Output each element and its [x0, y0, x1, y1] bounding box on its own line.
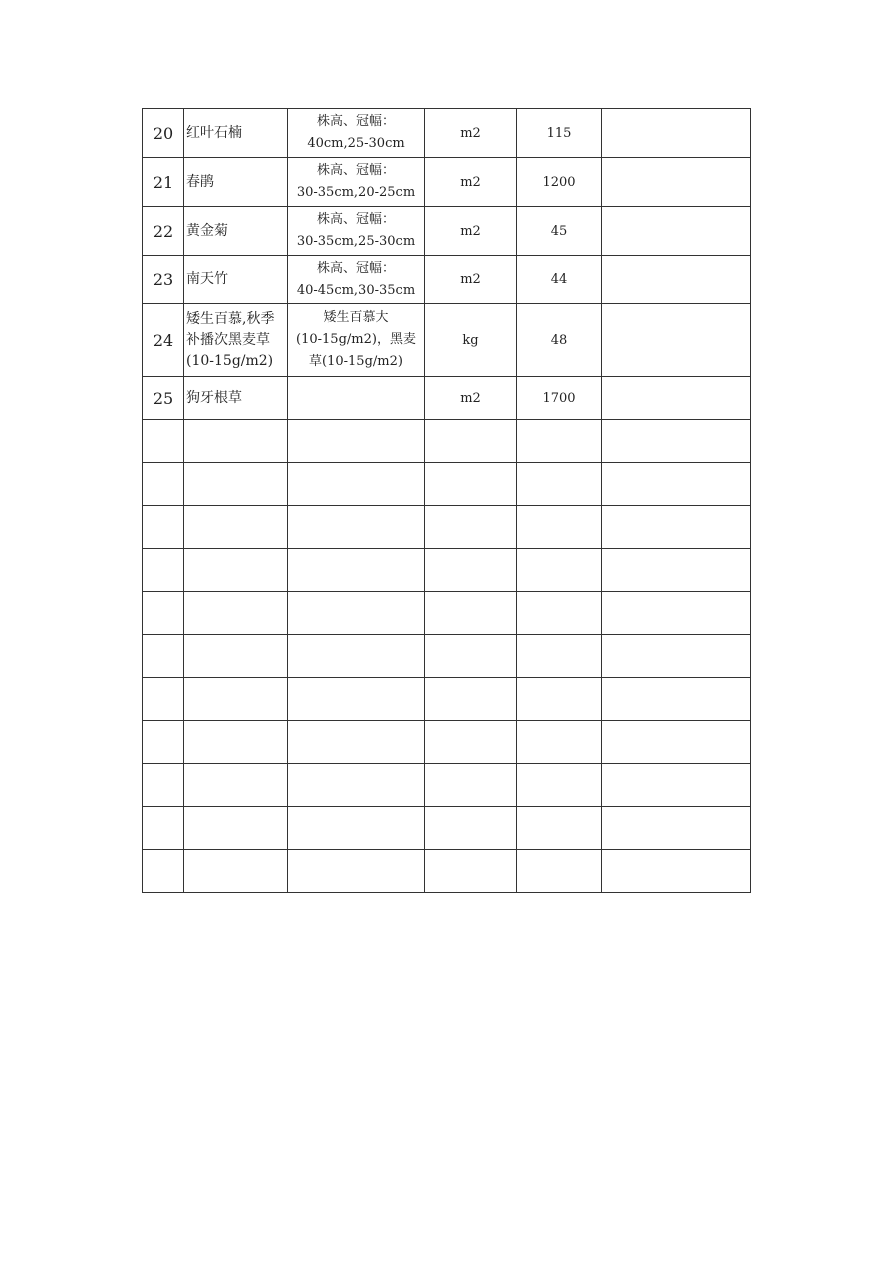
- empty-table-row: [143, 850, 751, 893]
- empty-cell: [425, 807, 517, 850]
- empty-table-row: [143, 764, 751, 807]
- specification-cell: 株高、冠幅： 30-35cm,20-25cm: [288, 158, 425, 207]
- empty-table-row: [143, 506, 751, 549]
- empty-cell: [425, 678, 517, 721]
- empty-cell: [288, 420, 425, 463]
- specification-cell: 株高、冠幅： 40-45cm,30-35cm: [288, 256, 425, 304]
- empty-cell: [425, 549, 517, 592]
- empty-cell: [143, 420, 184, 463]
- empty-cell: [288, 549, 425, 592]
- table-row: [143, 158, 751, 207]
- empty-cell: [184, 850, 288, 893]
- empty-cell: [602, 592, 751, 635]
- empty-cell: [425, 506, 517, 549]
- quantity-cell: 115: [517, 109, 602, 158]
- specification-cell: 株高、冠幅： 40cm,25-30cm: [288, 109, 425, 158]
- empty-cell: [184, 549, 288, 592]
- empty-cell: [425, 592, 517, 635]
- empty-cell: [517, 850, 602, 893]
- table-row: [143, 109, 751, 158]
- remarks-cell: [602, 109, 751, 158]
- specification-cell: 矮生百慕大 (10-15g/m2)，黑麦 草(10-15g/m2): [288, 304, 425, 377]
- plant-name-cell: 南天竹: [184, 256, 288, 304]
- plant-name-cell: 红叶石楠: [184, 109, 288, 158]
- empty-cell: [602, 420, 751, 463]
- empty-cell: [517, 506, 602, 549]
- specification-cell: 株高、冠幅： 30-35cm,25-30cm: [288, 207, 425, 256]
- table-body: [143, 109, 751, 893]
- empty-cell: [425, 420, 517, 463]
- empty-cell: [602, 721, 751, 764]
- empty-cell: [602, 764, 751, 807]
- remarks-cell: [602, 207, 751, 256]
- empty-cell: [143, 850, 184, 893]
- empty-cell: [602, 678, 751, 721]
- empty-cell: [288, 506, 425, 549]
- empty-cell: [184, 678, 288, 721]
- unit-cell: m2: [425, 377, 517, 420]
- empty-cell: [143, 721, 184, 764]
- unit-cell: m2: [425, 207, 517, 256]
- empty-cell: [184, 420, 288, 463]
- item-number-cell: 22: [143, 207, 184, 256]
- empty-table-row: [143, 721, 751, 764]
- empty-cell: [517, 463, 602, 506]
- unit-cell: m2: [425, 109, 517, 158]
- remarks-cell: [602, 377, 751, 420]
- remarks-cell: [602, 304, 751, 377]
- empty-cell: [425, 635, 517, 678]
- table-row: [143, 256, 751, 304]
- empty-cell: [143, 463, 184, 506]
- item-number-cell: 20: [143, 109, 184, 158]
- empty-cell: [602, 635, 751, 678]
- empty-cell: [425, 463, 517, 506]
- specification-cell: [288, 377, 425, 420]
- table-row: [143, 377, 751, 420]
- empty-cell: [143, 506, 184, 549]
- empty-cell: [288, 463, 425, 506]
- empty-cell: [184, 807, 288, 850]
- empty-cell: [288, 807, 425, 850]
- empty-table-row: [143, 807, 751, 850]
- empty-table-row: [143, 592, 751, 635]
- empty-cell: [602, 850, 751, 893]
- table-row: [143, 304, 751, 377]
- empty-cell: [425, 721, 517, 764]
- empty-cell: [517, 807, 602, 850]
- empty-table-row: [143, 549, 751, 592]
- empty-cell: [602, 506, 751, 549]
- empty-cell: [288, 635, 425, 678]
- quantity-cell: 45: [517, 207, 602, 256]
- remarks-cell: [602, 256, 751, 304]
- empty-cell: [517, 635, 602, 678]
- empty-cell: [184, 764, 288, 807]
- quantity-cell: 48: [517, 304, 602, 377]
- plant-schedule-table: [142, 108, 751, 893]
- empty-cell: [143, 764, 184, 807]
- empty-cell: [517, 592, 602, 635]
- empty-cell: [602, 549, 751, 592]
- empty-cell: [602, 463, 751, 506]
- empty-cell: [517, 764, 602, 807]
- table-row: [143, 207, 751, 256]
- empty-cell: [288, 592, 425, 635]
- empty-cell: [184, 592, 288, 635]
- empty-cell: [288, 678, 425, 721]
- plant-name-cell: 黄金菊: [184, 207, 288, 256]
- empty-cell: [602, 807, 751, 850]
- empty-cell: [143, 678, 184, 721]
- empty-cell: [425, 850, 517, 893]
- plant-name-cell: 矮生百慕,秋季 补播次黑麦草 (10-15g/m2): [184, 304, 288, 377]
- empty-cell: [517, 549, 602, 592]
- item-number-cell: 25: [143, 377, 184, 420]
- empty-cell: [184, 506, 288, 549]
- empty-cell: [288, 850, 425, 893]
- empty-table-row: [143, 678, 751, 721]
- item-number-cell: 21: [143, 158, 184, 207]
- remarks-cell: [602, 158, 751, 207]
- quantity-cell: 1700: [517, 377, 602, 420]
- item-number-cell: 23: [143, 256, 184, 304]
- item-number-cell: 24: [143, 304, 184, 377]
- empty-cell: [143, 549, 184, 592]
- unit-cell: m2: [425, 158, 517, 207]
- empty-cell: [184, 721, 288, 764]
- unit-cell: m2: [425, 256, 517, 304]
- unit-cell: kg: [425, 304, 517, 377]
- empty-cell: [143, 807, 184, 850]
- empty-cell: [288, 721, 425, 764]
- empty-cell: [425, 764, 517, 807]
- empty-table-row: [143, 420, 751, 463]
- empty-cell: [184, 635, 288, 678]
- empty-cell: [517, 678, 602, 721]
- empty-cell: [517, 721, 602, 764]
- empty-table-row: [143, 635, 751, 678]
- quantity-cell: 1200: [517, 158, 602, 207]
- empty-cell: [143, 592, 184, 635]
- empty-table-row: [143, 463, 751, 506]
- empty-cell: [184, 463, 288, 506]
- quantity-cell: 44: [517, 256, 602, 304]
- empty-cell: [517, 420, 602, 463]
- empty-cell: [288, 764, 425, 807]
- empty-cell: [143, 635, 184, 678]
- plant-name-cell: 春鹃: [184, 158, 288, 207]
- plant-name-cell: 狗牙根草: [184, 377, 288, 420]
